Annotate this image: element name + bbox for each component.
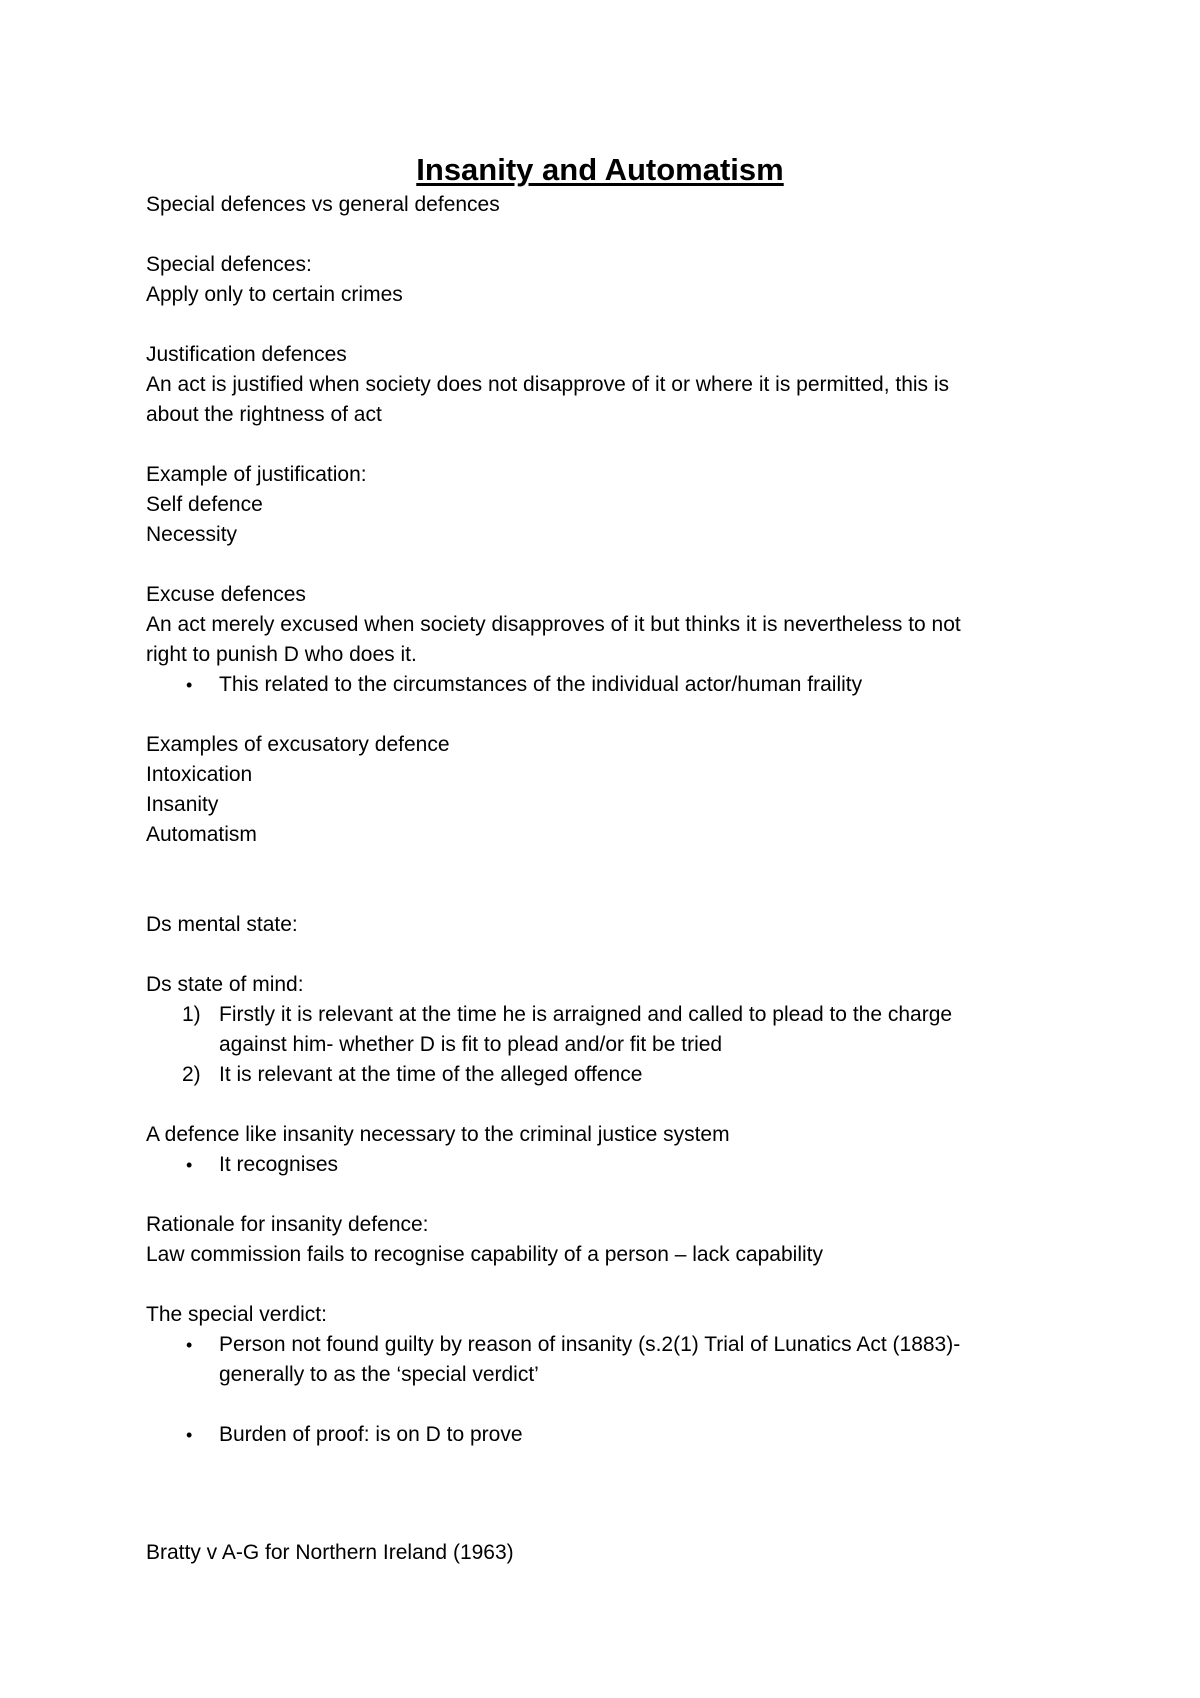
numbered-text: Firstly it is relevant at the time he is arraigned and called to plead to the charge (219, 1003, 953, 1026)
text-line: Intoxication (146, 763, 253, 786)
document-title: Insanity and Automatism (416, 152, 784, 187)
bullet-marker: • (186, 675, 193, 695)
numbered-item (146, 1000, 1046, 1060)
case-citation: Bratty v A-G for Northern Ireland (1963) (146, 1541, 514, 1564)
section-heading: Examples of excusatory defence (146, 733, 450, 756)
bullet-text: Person not found guilty by reason of insanity (s.2(1) Trial of Lunatics Act (1883)- (219, 1333, 961, 1356)
number-marker: 1) (182, 1003, 201, 1026)
section-heading: Ds mental state: (146, 913, 298, 936)
text-line: Necessity (146, 523, 238, 546)
bullet-marker: • (186, 1155, 193, 1175)
text-line: Self defence (146, 493, 263, 516)
section-heading: Rationale for insanity defence: (146, 1213, 429, 1236)
section-heading: Justification defences (146, 343, 347, 366)
text-line: Automatism (146, 823, 257, 846)
bullet-item (146, 670, 1046, 700)
numbered-text-continued: against him- whether D is fit to plead and/or fit be tried (219, 1033, 723, 1056)
bullet-marker: • (186, 1335, 193, 1355)
text-line: Apply only to certain crimes (146, 283, 403, 306)
numbered-item (146, 1060, 1046, 1090)
bullet-text: This related to the circumstances of the individual actor/human fraility (219, 673, 863, 696)
text-line: An act is justified when society does not disapprove of it or where it is permitted, this is (146, 373, 950, 396)
text-line: about the rightness of act (146, 403, 382, 426)
section-heading: The special verdict: (146, 1303, 327, 1326)
bullet-item (146, 1150, 1046, 1180)
number-marker: 2) (182, 1063, 201, 1086)
text-line: Insanity (146, 793, 219, 816)
section-heading: Example of justification: (146, 463, 367, 486)
text-line: Special defences vs general defences (146, 193, 500, 216)
section-heading: A defence like insanity necessary to the criminal justice system (146, 1123, 730, 1146)
bullet-item (146, 1420, 1046, 1450)
section-heading: Special defences: (146, 253, 312, 276)
numbered-text: It is relevant at the time of the alleged offence (219, 1063, 643, 1086)
text-line: Law commission fails to recognise capability of a person – lack capability (146, 1243, 823, 1266)
bullet-text: It recognises (219, 1153, 339, 1176)
bullet-item (146, 1330, 1046, 1390)
bullet-text-continued: generally to as the ‘special verdict’ (219, 1363, 539, 1386)
document-body (146, 190, 1046, 1568)
text-line: An act merely excused when society disapproves of it but thinks it is nevertheless to not (146, 613, 961, 636)
bullet-marker: • (186, 1425, 193, 1445)
bullet-text: Burden of proof: is on D to prove (219, 1423, 523, 1446)
text-line: right to punish D who does it. (146, 643, 417, 666)
section-heading: Excuse defences (146, 583, 306, 606)
section-heading: Ds state of mind: (146, 973, 304, 996)
